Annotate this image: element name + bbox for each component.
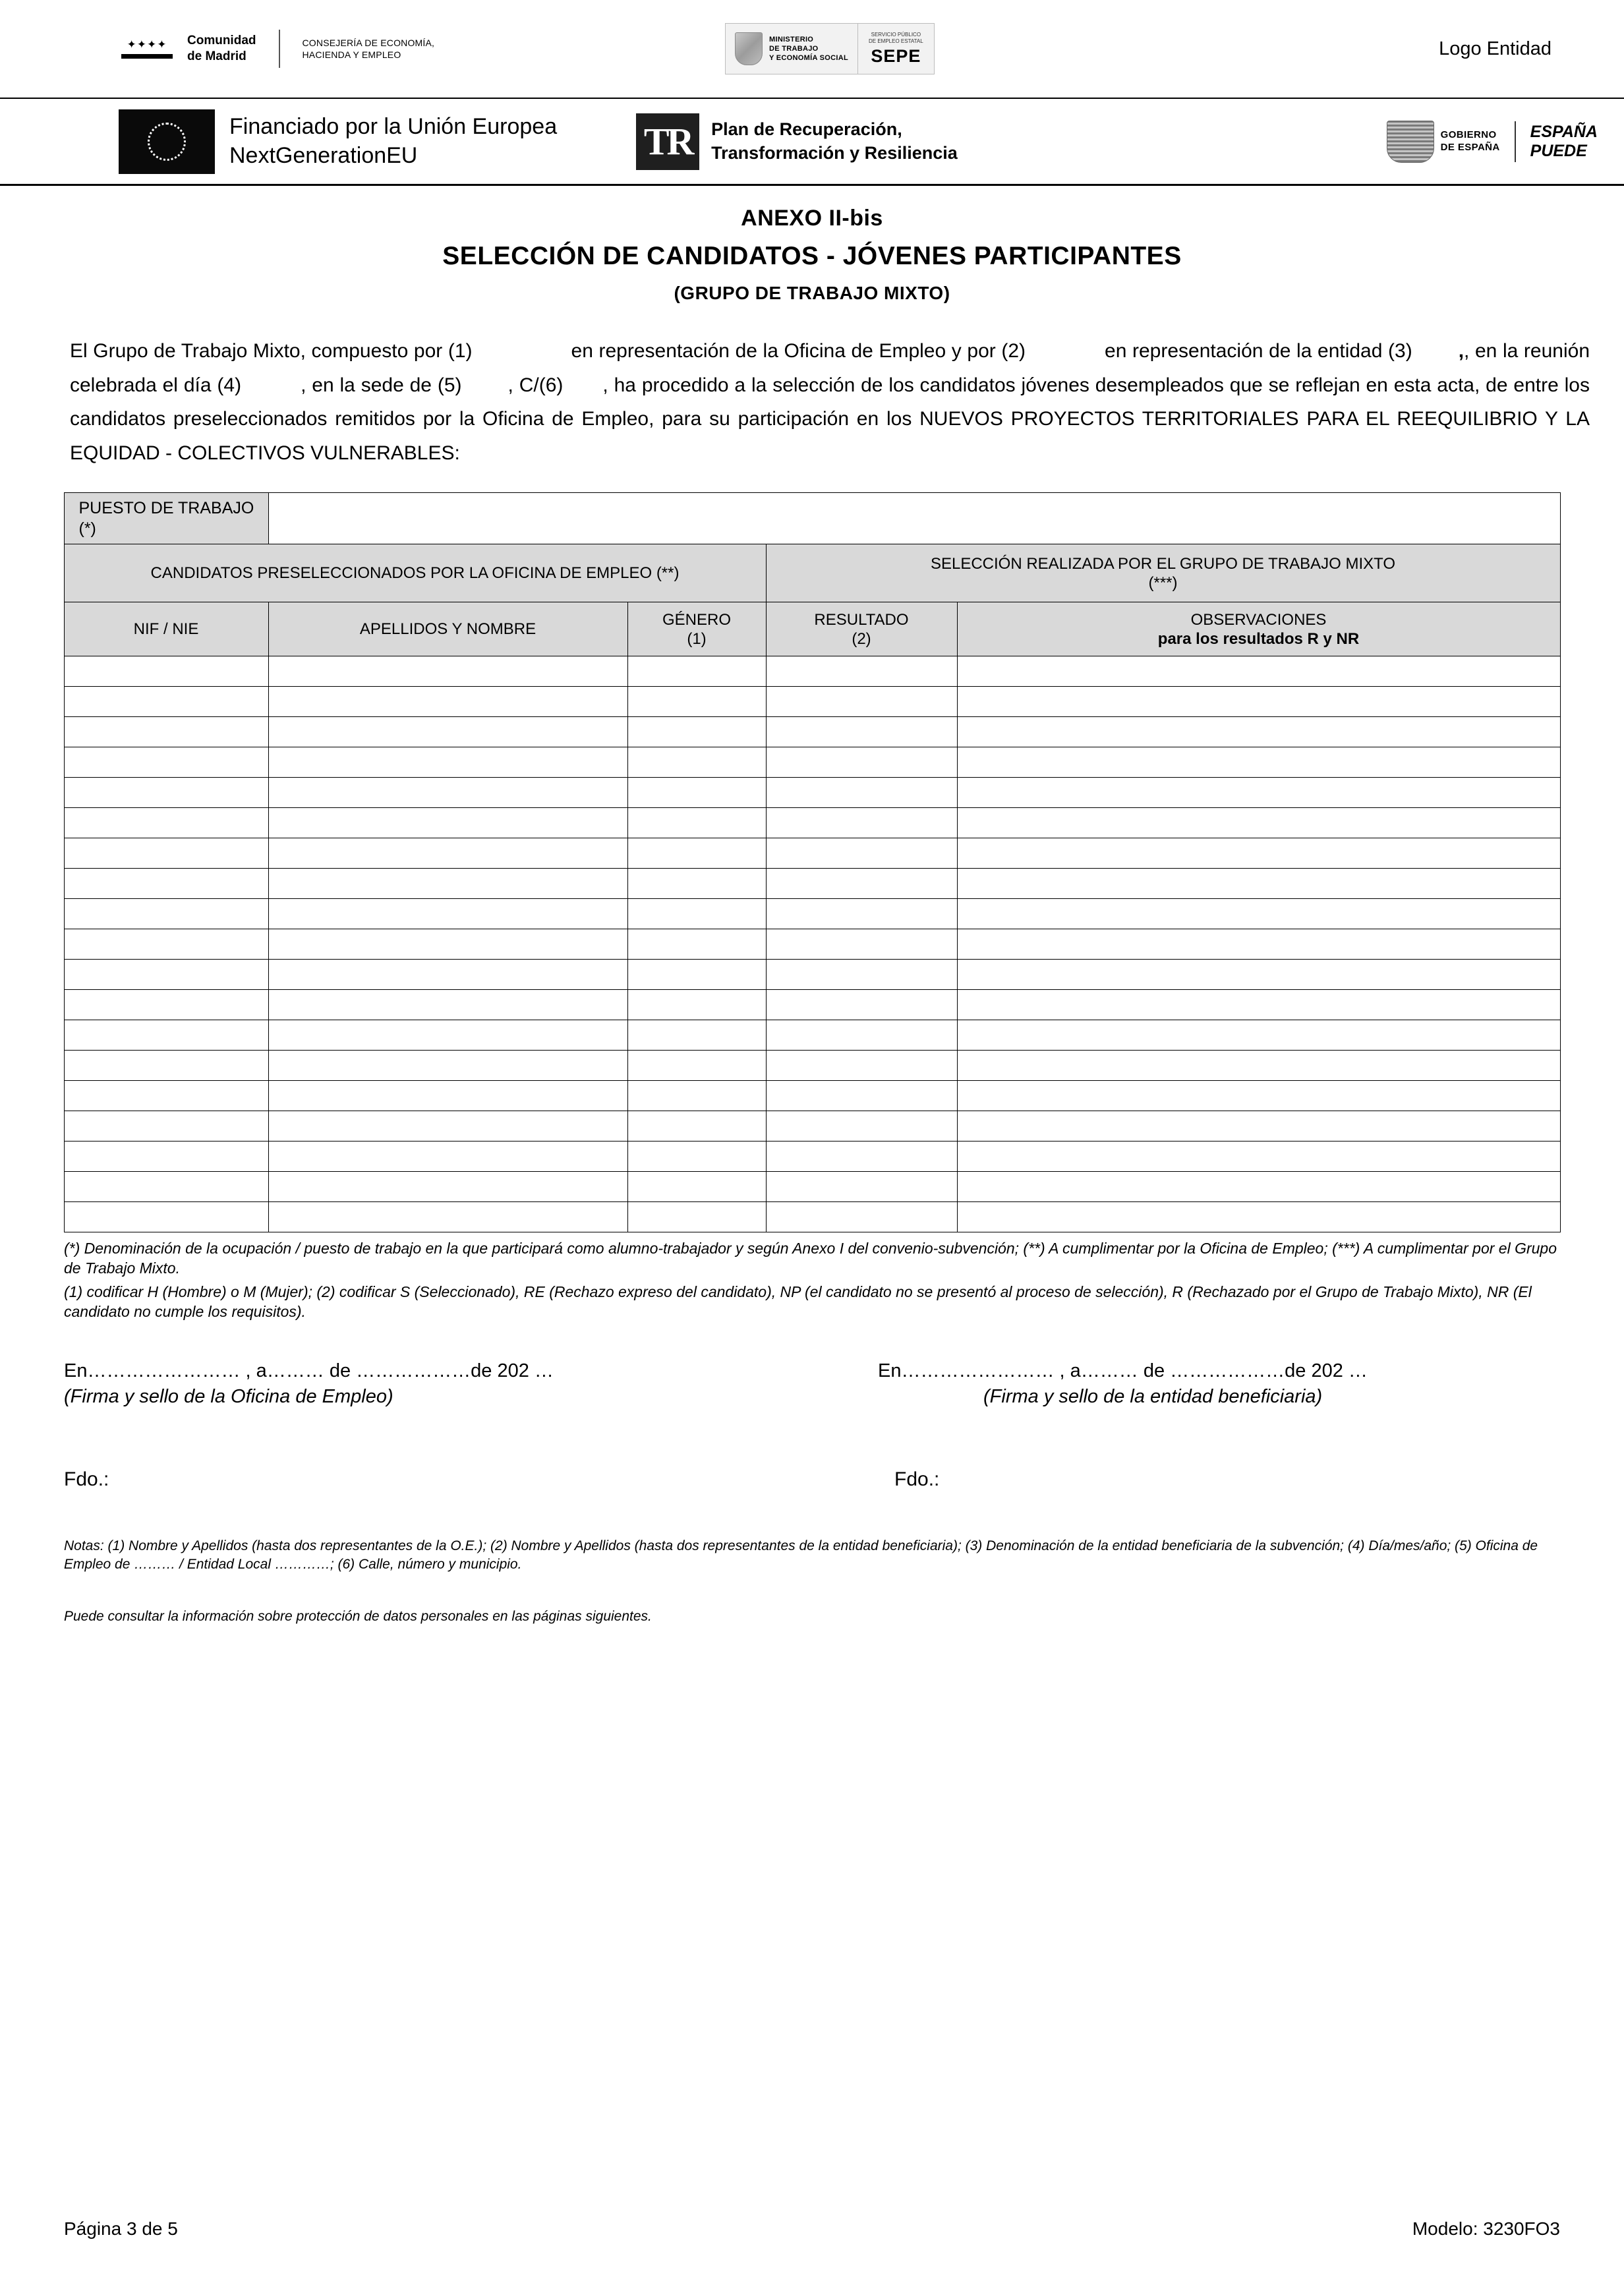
- table-cell[interactable]: [766, 1051, 957, 1081]
- puede-word: PUEDE: [1530, 141, 1587, 160]
- signature-block-oficina: [64, 1360, 812, 1408]
- table-cell[interactable]: [268, 1051, 627, 1081]
- header-band-institutional: [0, 0, 1624, 98]
- footer-model-code: Modelo: 3230FO3: [1412, 2218, 1560, 2239]
- table-cell[interactable]: [268, 1202, 627, 1232]
- gobierno-line1: GOBIERNO: [1440, 129, 1497, 140]
- footnote-1: (*) Denominación de la ocupación / puesto de trabajo en la que participará como alumno-trabajador y según Anexo I del convenio-subvención; (**) A cumplimentar por la Oficina de Empleo; (***) A cumplimentar por el Grupo de Trabajo Mixto.: [64, 1240, 1557, 1277]
- table-row[interactable]: [64, 899, 1560, 929]
- table-cell[interactable]: [64, 1111, 268, 1142]
- table-cell[interactable]: [268, 717, 627, 747]
- puesto-label-cell: [64, 493, 268, 544]
- column-header-genero: [627, 602, 766, 656]
- table-cell[interactable]: [627, 808, 766, 838]
- table-cell[interactable]: [64, 1202, 268, 1232]
- table-cell[interactable]: [627, 687, 766, 717]
- plan-text: [711, 118, 958, 164]
- table-cell[interactable]: [957, 1020, 1560, 1051]
- table-cell[interactable]: [627, 1051, 766, 1081]
- table-cell[interactable]: [627, 1020, 766, 1051]
- group-header-preseleccionados: CANDIDATOS PRESELECCIONADOS POR LA OFICINA DE EMPLEO (**): [64, 544, 766, 602]
- table-cell[interactable]: [957, 717, 1560, 747]
- table-row[interactable]: [64, 808, 1560, 838]
- table-cell[interactable]: [268, 687, 627, 717]
- table-cell[interactable]: [627, 990, 766, 1020]
- table-cell[interactable]: [268, 1111, 627, 1142]
- sepe-small-line2: DE EMPLEO ESTATAL: [869, 38, 923, 44]
- table-cell[interactable]: [64, 929, 268, 960]
- table-row-puesto: [64, 493, 1560, 544]
- ministerio-sepe-logo: [725, 23, 935, 74]
- gobierno-divider: [1515, 121, 1516, 162]
- gobierno-coat-of-arms-icon: [1387, 121, 1434, 163]
- table-cell[interactable]: [64, 899, 268, 929]
- table-cell[interactable]: [957, 778, 1560, 808]
- logo-divider: [279, 30, 280, 68]
- page-title: SELECCIÓN DE CANDIDATOS - JÓVENES PARTICIPANTES: [442, 242, 1182, 270]
- ministerio-block: [726, 24, 857, 74]
- table-cell[interactable]: [268, 990, 627, 1020]
- table-cell[interactable]: [627, 656, 766, 687]
- candidates-table: [64, 492, 1561, 1232]
- plan-tr-mark-icon: TR: [636, 113, 699, 170]
- table-cell[interactable]: [957, 899, 1560, 929]
- table-cell[interactable]: [627, 1202, 766, 1232]
- notes-privacy: Puede consultar la información sobre protección de datos personales en las páginas siguientes.: [64, 1608, 652, 1624]
- intro-part-4: , en la reunión celebrada el día (4): [70, 340, 1590, 396]
- consejeria-text: [303, 37, 435, 61]
- puesto-label-line2: (*): [78, 519, 96, 538]
- table-row[interactable]: [64, 1020, 1560, 1051]
- table-cell[interactable]: [627, 929, 766, 960]
- gobierno-espana-logo: [1387, 121, 1598, 163]
- sepe-small-line1: SERVICIO PÚBLICO: [871, 31, 921, 38]
- table-cell[interactable]: [627, 747, 766, 778]
- column-header-nif-line1: NIF / NIE: [133, 620, 199, 639]
- table-row[interactable]: [64, 687, 1560, 717]
- plan-recuperacion-logo: [636, 113, 958, 170]
- table-cell[interactable]: [766, 1172, 957, 1202]
- madrid-shield-icon: [119, 26, 175, 72]
- table-cell[interactable]: [627, 960, 766, 990]
- signature-caption-right: (Firma y sello de la entidad beneficiaria): [983, 1385, 1323, 1407]
- table-cell[interactable]: [64, 838, 268, 869]
- table-cell[interactable]: [627, 1111, 766, 1142]
- espana-puede-logo: [1530, 123, 1598, 161]
- intro-part-3: en representación de la entidad (3): [1105, 340, 1412, 362]
- table-cell[interactable]: [627, 869, 766, 899]
- header-band-eu-funding: [0, 99, 1624, 186]
- intro-part-1: El Grupo de Trabajo Mixto, compuesto por (1): [70, 340, 473, 362]
- table-cell[interactable]: [627, 1142, 766, 1172]
- fdo-right[interactable]: Fdo.:: [894, 1468, 940, 1490]
- table-cell[interactable]: [64, 960, 268, 990]
- group-header-seleccion-line1: SELECCIÓN REALIZADA POR EL GRUPO DE TRABAJO MIXTO: [930, 554, 1396, 573]
- table-cell[interactable]: [268, 656, 627, 687]
- table-cell[interactable]: [268, 1081, 627, 1111]
- table-cell[interactable]: [64, 1051, 268, 1081]
- gobierno-line2: DE ESPAÑA: [1440, 141, 1500, 153]
- column-header-nif: [64, 602, 268, 656]
- table-cell[interactable]: [268, 808, 627, 838]
- table-cell[interactable]: [766, 899, 957, 929]
- eu-funding-line1: Financiado por la Unión Europea: [229, 113, 558, 139]
- table-cell[interactable]: [268, 747, 627, 778]
- table-cell[interactable]: [64, 687, 268, 717]
- table-cell[interactable]: [957, 1111, 1560, 1142]
- table-cell[interactable]: [268, 778, 627, 808]
- table-row[interactable]: [64, 869, 1560, 899]
- table-cell[interactable]: [64, 778, 268, 808]
- comunidad-line2: de Madrid: [187, 49, 246, 63]
- document-titles: [0, 206, 1624, 304]
- ministerio-text: [769, 35, 848, 63]
- ministerio-line2: DE TRABAJO: [769, 44, 819, 53]
- sepe-block: [857, 24, 934, 74]
- notes-main: Notas: (1) Nombre y Apellidos (hasta dos representantes de la O.E.); (2) Nombre y Apellidos (hasta dos representantes de la entidad beneficiaria); (3) Denominación de la entidad beneficiaria de la subvención; (4) Día/mes/año; (5) Oficina de Empleo de ……… / Entidad Local …………; (6) Calle, número y municipio.: [64, 1538, 1538, 1573]
- table-row[interactable]: [64, 1202, 1560, 1232]
- table-cell[interactable]: [957, 990, 1560, 1020]
- table-cell[interactable]: [766, 990, 957, 1020]
- table-row-group-headers: [64, 544, 1560, 602]
- table-cell[interactable]: [766, 1142, 957, 1172]
- column-header-genero-line1: GÉNERO: [662, 610, 731, 629]
- table-row[interactable]: [64, 838, 1560, 869]
- table-cell[interactable]: [268, 1172, 627, 1202]
- table-cell[interactable]: [957, 1142, 1560, 1172]
- intro-part-7: , ha procedido a la selección de los candidatos jóvenes desempleados que se reflejan en esta acta, de entre los candidatos preseleccionados remitidos por la Oficina de Empleo, para su participación en los NUEVOS PROYECTOS TERRITORIALES PARA EL REEQUILIBRIO Y LA EQUIDAD - COLECTIVOS VULNERABLES:: [70, 374, 1590, 464]
- table-row[interactable]: [64, 1111, 1560, 1142]
- signature-place-left[interactable]: En…………………… , a……… de ………………de 202 …: [64, 1360, 554, 1381]
- footnote-2: (1) codificar H (Hombre) o M (Mujer); (2) codificar S (Seleccionado), RE (Rechazo expreso del candidato), NP (el candidato no se presentó al proceso de selección), R (Rechazado por el Grupo de Trabajo Mixto), NR (El candidato no cumple los requisitos).: [64, 1283, 1532, 1321]
- signature-row: [64, 1360, 1560, 1408]
- column-header-resultado: [766, 602, 957, 656]
- table-cell[interactable]: [268, 838, 627, 869]
- table-cell[interactable]: [766, 929, 957, 960]
- table-cell[interactable]: [766, 778, 957, 808]
- table-cell[interactable]: [64, 717, 268, 747]
- table-cell[interactable]: [957, 838, 1560, 869]
- anexo-title: ANEXO II-bis: [741, 206, 883, 231]
- table-cell[interactable]: [268, 869, 627, 899]
- intro-paragraph: El Grupo de Trabajo Mixto, compuesto por (1) en representación de la Oficina de Empleo y por (2) en representación de la entidad (3) ,, en la reunión celebrada el día (4) , en la sede de (5) , C/(6) , ha procedido a la selección de los candidatos jóvenes desempleados que se reflejan en esta acta, de entre los candidatos preseleccionados remitidos por la Oficina de Empleo, para su participación en los NUEVOS PROYECTOS TERRITORIALES PARA EL REEQUILIBRIO Y LA EQUIDAD - COLECTIVOS VULNERABLES:: [70, 340, 1590, 464]
- table-row[interactable]: [64, 778, 1560, 808]
- table-cell[interactable]: [766, 1202, 957, 1232]
- puesto-label-line1: PUESTO DE TRABAJO: [78, 499, 254, 518]
- signature-block-entidad: [812, 1360, 1560, 1408]
- signature-place-right[interactable]: En…………………… , a……… de ………………de 202 …: [878, 1360, 1368, 1381]
- table-cell[interactable]: [64, 1142, 268, 1172]
- sepe-acronym: SEPE: [871, 45, 921, 66]
- table-cell[interactable]: [766, 747, 957, 778]
- table-cell[interactable]: [766, 687, 957, 717]
- table-cell[interactable]: [64, 869, 268, 899]
- table-cell[interactable]: [268, 1142, 627, 1172]
- table-cell[interactable]: [268, 899, 627, 929]
- column-header-apellidos: [268, 602, 627, 656]
- puesto-value-cell[interactable]: [268, 493, 1560, 544]
- table-cell[interactable]: [64, 656, 268, 687]
- table-cell[interactable]: [268, 1020, 627, 1051]
- table-cell[interactable]: [957, 808, 1560, 838]
- table-row-column-headers: [64, 602, 1560, 656]
- group-header-seleccion: [766, 544, 1560, 602]
- table-row[interactable]: [64, 656, 1560, 687]
- plan-line1: Plan de Recuperación,: [711, 119, 902, 140]
- table-cell[interactable]: [957, 960, 1560, 990]
- table-cell[interactable]: [957, 656, 1560, 687]
- shield-bar: [121, 54, 173, 59]
- espana-word: ESPAÑA: [1530, 122, 1598, 141]
- table-cell[interactable]: [957, 687, 1560, 717]
- entity-logo-placeholder: Logo Entidad: [1439, 38, 1552, 59]
- intro-part-2: en representación de la Oficina de Empleo y por (2): [571, 340, 1026, 362]
- intro-part-5: , en la sede de (5): [301, 374, 462, 396]
- table-row[interactable]: [64, 1051, 1560, 1081]
- table-cell[interactable]: [627, 717, 766, 747]
- ministerio-line3: Y ECONOMÍA SOCIAL: [769, 54, 848, 63]
- ministerio-line1: MINISTERIO: [769, 35, 814, 43]
- table-footnotes: [64, 1239, 1560, 1322]
- comunidad-madrid-text: [187, 33, 256, 65]
- table-cell[interactable]: [64, 747, 268, 778]
- table-cell[interactable]: [766, 656, 957, 687]
- table-cell[interactable]: [766, 838, 957, 869]
- table-cell[interactable]: [957, 1051, 1560, 1081]
- table-cell[interactable]: [957, 1172, 1560, 1202]
- signature-caption-left: (Firma y sello de la Oficina de Empleo): [64, 1385, 393, 1407]
- table-row[interactable]: [64, 929, 1560, 960]
- group-header-seleccion-line2: (***): [1148, 573, 1178, 592]
- eu-flag-icon: [119, 109, 215, 174]
- table-cell[interactable]: [64, 1172, 268, 1202]
- table-cell[interactable]: [627, 899, 766, 929]
- fdo-left[interactable]: Fdo.:: [64, 1468, 109, 1490]
- consejeria-line2: HACIENDA Y EMPLEO: [302, 49, 401, 60]
- table-cell[interactable]: [766, 960, 957, 990]
- column-header-observaciones-line2: para los resultados R y NR: [1157, 629, 1360, 648]
- table-row[interactable]: [64, 1172, 1560, 1202]
- intro-part-6: , C/(6): [508, 374, 564, 396]
- consejeria-line1: CONSEJERÍA DE ECONOMÍA,: [302, 37, 435, 48]
- table-cell[interactable]: [957, 1202, 1560, 1232]
- column-header-resultado-line2: (2): [852, 629, 871, 648]
- table-row[interactable]: [64, 747, 1560, 778]
- table-cell[interactable]: [627, 1172, 766, 1202]
- table-row[interactable]: [64, 717, 1560, 747]
- column-header-observaciones: [957, 602, 1560, 656]
- table-row[interactable]: [64, 1142, 1560, 1172]
- table-cell[interactable]: [64, 990, 268, 1020]
- fdo-row: [64, 1468, 1560, 1491]
- eu-funding-line2: NextGenerationEU: [229, 142, 418, 168]
- table-cell[interactable]: [268, 960, 627, 990]
- table-cell[interactable]: [957, 747, 1560, 778]
- table-empty-rows: [64, 656, 1560, 1232]
- table-cell[interactable]: [627, 838, 766, 869]
- page-footer: [64, 2218, 1560, 2240]
- table-cell[interactable]: [268, 929, 627, 960]
- table-cell[interactable]: [766, 869, 957, 899]
- table-cell[interactable]: [627, 778, 766, 808]
- page-subtitle: (GRUPO DE TRABAJO MIXTO): [674, 283, 950, 303]
- column-header-apellidos-line1: APELLIDOS Y NOMBRE: [359, 620, 536, 639]
- footer-page-number: Página 3 de 5: [64, 2218, 178, 2239]
- spain-coat-of-arms-icon: [735, 32, 763, 65]
- table-row[interactable]: [64, 990, 1560, 1020]
- table-cell[interactable]: [627, 1081, 766, 1111]
- table-cell[interactable]: [766, 1111, 957, 1142]
- table-cell[interactable]: [957, 1081, 1560, 1111]
- table-cell[interactable]: [766, 717, 957, 747]
- document-notes: [64, 1537, 1560, 1626]
- table-cell[interactable]: [766, 808, 957, 838]
- comunidad-line1: Comunidad: [187, 34, 256, 48]
- table-row[interactable]: [64, 960, 1560, 990]
- column-header-genero-line2: (1): [687, 629, 707, 648]
- column-header-resultado-line1: RESULTADO: [814, 610, 909, 629]
- table-cell[interactable]: [766, 1020, 957, 1051]
- plan-line2: Transformación y Resiliencia: [711, 142, 958, 163]
- eu-funding-text: [229, 113, 557, 170]
- table-row[interactable]: [64, 1081, 1560, 1111]
- shield-stars: ✦✦✦✦: [127, 38, 167, 51]
- column-header-observaciones-line1: OBSERVACIONES: [1190, 610, 1327, 629]
- table-cell[interactable]: [64, 1020, 268, 1051]
- table-cell[interactable]: [64, 1081, 268, 1111]
- table-cell[interactable]: [957, 929, 1560, 960]
- eu-stars-circle: [148, 123, 186, 161]
- gobierno-text: [1441, 129, 1500, 154]
- table-cell[interactable]: [957, 869, 1560, 899]
- comunidad-madrid-logo: [119, 26, 620, 72]
- table-cell[interactable]: [766, 1081, 957, 1111]
- table-cell[interactable]: [64, 808, 268, 838]
